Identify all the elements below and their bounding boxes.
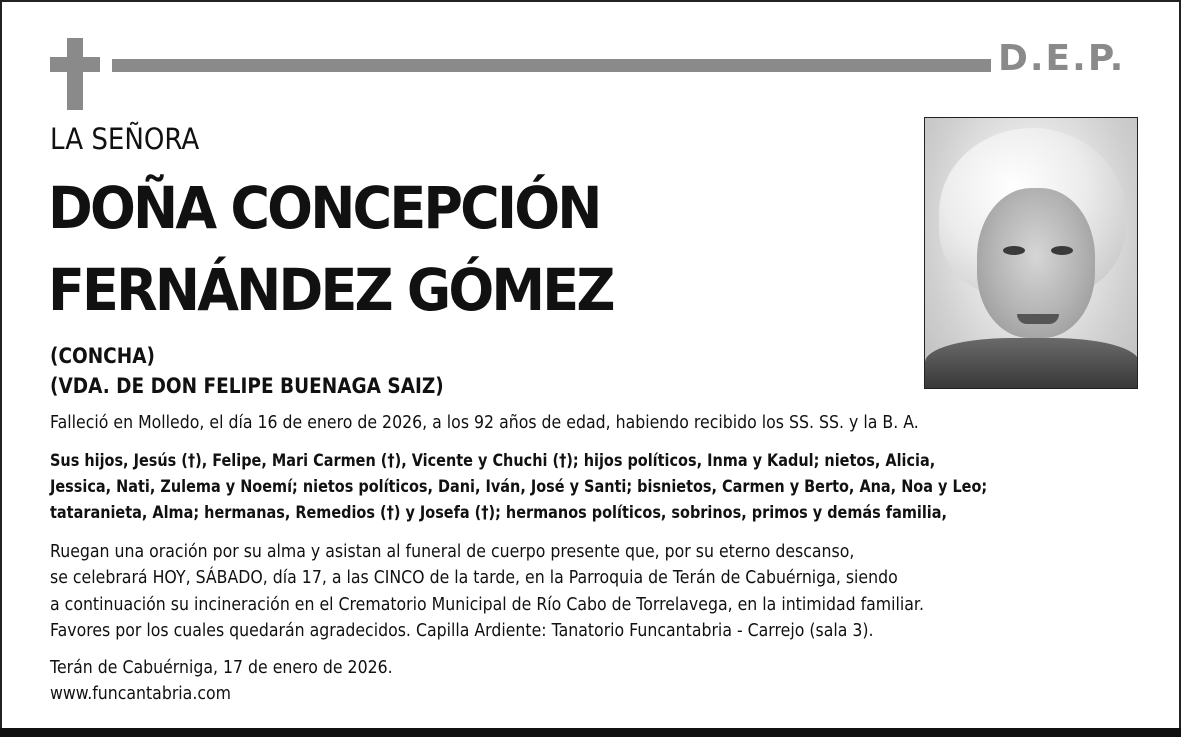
dep-label: D.E.P. <box>998 38 1126 79</box>
place-date: Terán de Cabuérniga, 17 de enero de 2026. <box>50 658 393 678</box>
family-line: tataranieta, Alma; hermanas, Remedios (†) y Josefa (†); hermanos políticos, sobrinos, primos y demás familia, <box>50 503 947 523</box>
family-line: Sus hijos, Jesús (†), Felipe, Mari Carmen (†), Vicente y Chuchi (†); hijos políticos, Inma y Kadul; nietos, Alicia, <box>50 451 936 471</box>
prayer-line: Favores por los cuales quedarán agradecidos. Capilla Ardiente: Tanatorio Funcantabria - Carrejo (sala 3). <box>50 621 874 641</box>
widow-of: (VDA. DE DON FELIPE BUENAGA SAIZ) <box>50 374 444 398</box>
honorific: LA SEÑORA <box>50 122 200 156</box>
website-link[interactable]: www.funcantabria.com <box>50 684 231 704</box>
deceased-name-line-2: FERNÁNDEZ GÓMEZ <box>48 256 613 324</box>
prayer-line: a continuación su incineración en el Crematorio Municipal de Río Cabo de Torrelavega, en la intimidad familiar. <box>50 595 924 615</box>
deceased-name-line-1: DOÑA CONCEPCIÓN <box>48 174 600 242</box>
header-divider <box>112 59 991 72</box>
portrait-photo <box>924 117 1138 389</box>
bottom-border <box>0 728 1181 737</box>
nickname: (CONCHA) <box>50 344 155 368</box>
cross-icon <box>50 38 100 110</box>
prayer-line: Ruegan una oración por su alma y asistan al funeral de cuerpo presente que, por su eterno descanso, <box>50 542 855 562</box>
family-line: Jessica, Nati, Zulema y Noemí; nietos políticos, Dani, Iván, José y Santi; bisnietos, Carmen y Berto, Ana, Noa y Leo; <box>50 477 988 497</box>
death-notice: Falleció en Molledo, el día 16 de enero de 2026, a los 92 años de edad, habiendo recibido los SS. SS. y la B. A. <box>50 413 919 433</box>
prayer-line: se celebrará HOY, SÁBADO, día 17, a las CINCO de la tarde, en la Parroquia de Terán de Cabuérniga, siendo <box>50 568 898 588</box>
